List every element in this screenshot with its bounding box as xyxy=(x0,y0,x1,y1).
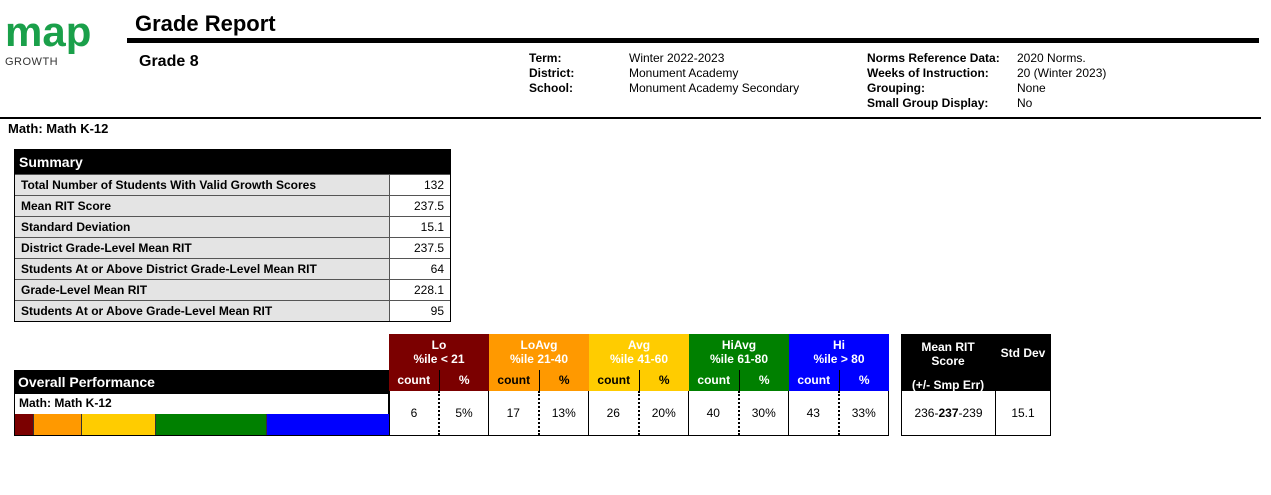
band-count: 26 xyxy=(589,391,640,435)
weeks-value: 20 (Winter 2023) xyxy=(1017,66,1107,80)
bar-segment-hi xyxy=(267,414,390,435)
summary-title: Summary xyxy=(15,150,450,174)
map-logo-icon xyxy=(5,14,115,54)
summary-row-label: Grade-Level Mean RIT xyxy=(15,280,390,300)
meta-labels-left xyxy=(529,51,574,96)
grouping-value: None xyxy=(1017,81,1046,95)
band-subheader xyxy=(689,370,789,391)
term-value: Winter 2022-2023 xyxy=(629,51,725,65)
table-row xyxy=(15,237,450,258)
band-pct: 20% xyxy=(651,406,676,420)
count-label: count xyxy=(389,370,440,391)
band-name: HiAvg xyxy=(721,338,757,352)
band-pct: 5% xyxy=(455,406,473,420)
summary-row-label: District Grade-Level Mean RIT xyxy=(15,238,390,258)
mean-rit-header xyxy=(901,334,1051,391)
band-header-hiavg xyxy=(689,334,789,370)
band-name: LoAvg xyxy=(520,338,558,352)
band-range: %ile < 21 xyxy=(413,352,465,366)
band-values xyxy=(689,391,789,436)
school-value: Monument Academy Secondary xyxy=(629,81,800,95)
count-label: count xyxy=(789,370,840,391)
mean-rit-values xyxy=(901,391,1051,436)
overall-performance-title: Overall Performance xyxy=(14,370,389,394)
band-pct: 33% xyxy=(851,406,876,420)
achievement-bar xyxy=(15,414,390,435)
summary-row-label: Students At or Above District Grade-Level Mean RIT xyxy=(15,259,390,279)
grouping-label: Grouping: xyxy=(867,81,925,95)
summary-row-label: Total Number of Students With Valid Growth Scores xyxy=(15,175,390,195)
district-value: Monument Academy xyxy=(629,66,739,80)
meta-values-right xyxy=(1017,51,1106,111)
district-label: District: xyxy=(529,66,575,80)
band-subheader xyxy=(489,370,589,391)
summary-row-value: 132 xyxy=(390,175,450,195)
mean-rit-label: Mean RIT xyxy=(921,340,975,354)
std-dev-value: 15.1 xyxy=(1011,406,1035,420)
band-values xyxy=(489,391,589,436)
mean-rit-range xyxy=(902,391,996,435)
band-subheader xyxy=(789,370,889,391)
summary-row-label: Standard Deviation xyxy=(15,217,390,237)
table-row xyxy=(15,216,450,237)
grade-label: Grade 8 xyxy=(139,53,199,70)
weeks-label: Weeks of Instruction: xyxy=(867,66,989,80)
band-range: %ile 21-40 xyxy=(509,352,569,366)
meta-values-left xyxy=(629,51,799,96)
count-label: count xyxy=(489,370,540,391)
band-subheader xyxy=(389,370,489,391)
table-row xyxy=(15,300,450,321)
logo-subtext: GROWTH xyxy=(5,56,59,68)
band-name: Lo xyxy=(431,338,447,352)
count-label: count xyxy=(689,370,740,391)
band-header-loavg xyxy=(489,334,589,370)
table-row xyxy=(15,174,450,195)
summary-row-value: 237.5 xyxy=(390,238,450,258)
title-divider xyxy=(127,38,1259,43)
band-pct: 13% xyxy=(551,406,576,420)
band-pct: 30% xyxy=(751,406,776,420)
meta-labels-right xyxy=(867,51,1000,111)
summary-row-value: 95 xyxy=(390,301,450,321)
summary-row-value: 15.1 xyxy=(390,217,450,237)
summary-row-value: 64 xyxy=(390,259,450,279)
pct-label: % xyxy=(458,373,470,387)
small-group-label: Small Group Display: xyxy=(867,96,989,110)
rit-high: -239 xyxy=(958,406,983,420)
section-divider xyxy=(0,117,1261,119)
summary-row-value: 228.1 xyxy=(390,280,450,300)
band-name: Hi xyxy=(833,338,845,352)
performance-row xyxy=(14,394,389,436)
table-row xyxy=(15,195,450,216)
band-header-lo xyxy=(389,334,489,370)
map-growth-logo xyxy=(5,14,120,74)
rit-low: 236- xyxy=(914,406,939,420)
band-count: 6 xyxy=(390,391,440,435)
score-label: Score xyxy=(931,354,965,368)
pct-label: % xyxy=(758,373,770,387)
small-group-value: No xyxy=(1017,96,1033,110)
band-values xyxy=(589,391,689,436)
pct-label: % xyxy=(858,373,870,387)
summary-row-label: Mean RIT Score xyxy=(15,196,390,216)
rit-mean: 237 xyxy=(938,406,959,420)
term-label: Term: xyxy=(529,51,562,65)
band-values xyxy=(789,391,889,436)
table-row xyxy=(15,258,450,279)
band-name: Avg xyxy=(627,338,651,352)
bar-segment-loavg xyxy=(34,414,82,435)
pct-label: % xyxy=(658,373,670,387)
pct-label: % xyxy=(558,373,570,387)
band-values xyxy=(389,391,489,436)
mean-rit-box xyxy=(901,334,1051,436)
bar-segment-lo xyxy=(15,414,34,435)
band-range: %ile > 80 xyxy=(813,352,865,366)
band-subheader xyxy=(589,370,689,391)
band-header-hi xyxy=(789,334,889,370)
std-dev-label: Std Dev xyxy=(1000,346,1046,360)
band-range: %ile 41-60 xyxy=(609,352,669,366)
svg-text:map: map xyxy=(5,14,92,54)
mean-rit-header-label xyxy=(901,334,995,391)
performance-row-label: Math: Math K-12 xyxy=(19,396,112,410)
norms-value: 2020 Norms. xyxy=(1017,51,1086,65)
school-label: School: xyxy=(529,81,573,95)
count-label: count xyxy=(589,370,640,391)
smp-err-label: (+/- Smp Err) xyxy=(911,378,985,392)
table-row xyxy=(15,279,450,300)
bar-segment-hiavg xyxy=(156,414,267,435)
band-count: 40 xyxy=(689,391,740,435)
band-header-avg xyxy=(589,334,689,370)
summary-row-label: Students At or Above Grade-Level Mean RIT xyxy=(15,301,390,321)
subject-heading: Math: Math K-12 xyxy=(8,121,109,136)
norms-label: Norms Reference Data: xyxy=(867,51,1000,65)
summary-table xyxy=(14,149,451,322)
summary-row-value: 237.5 xyxy=(390,196,450,216)
band-count: 43 xyxy=(789,391,840,435)
band-range: %ile 61-80 xyxy=(709,352,769,366)
page-title: Grade Report xyxy=(135,11,276,36)
bar-segment-avg xyxy=(82,414,156,435)
band-count: 17 xyxy=(489,391,540,435)
